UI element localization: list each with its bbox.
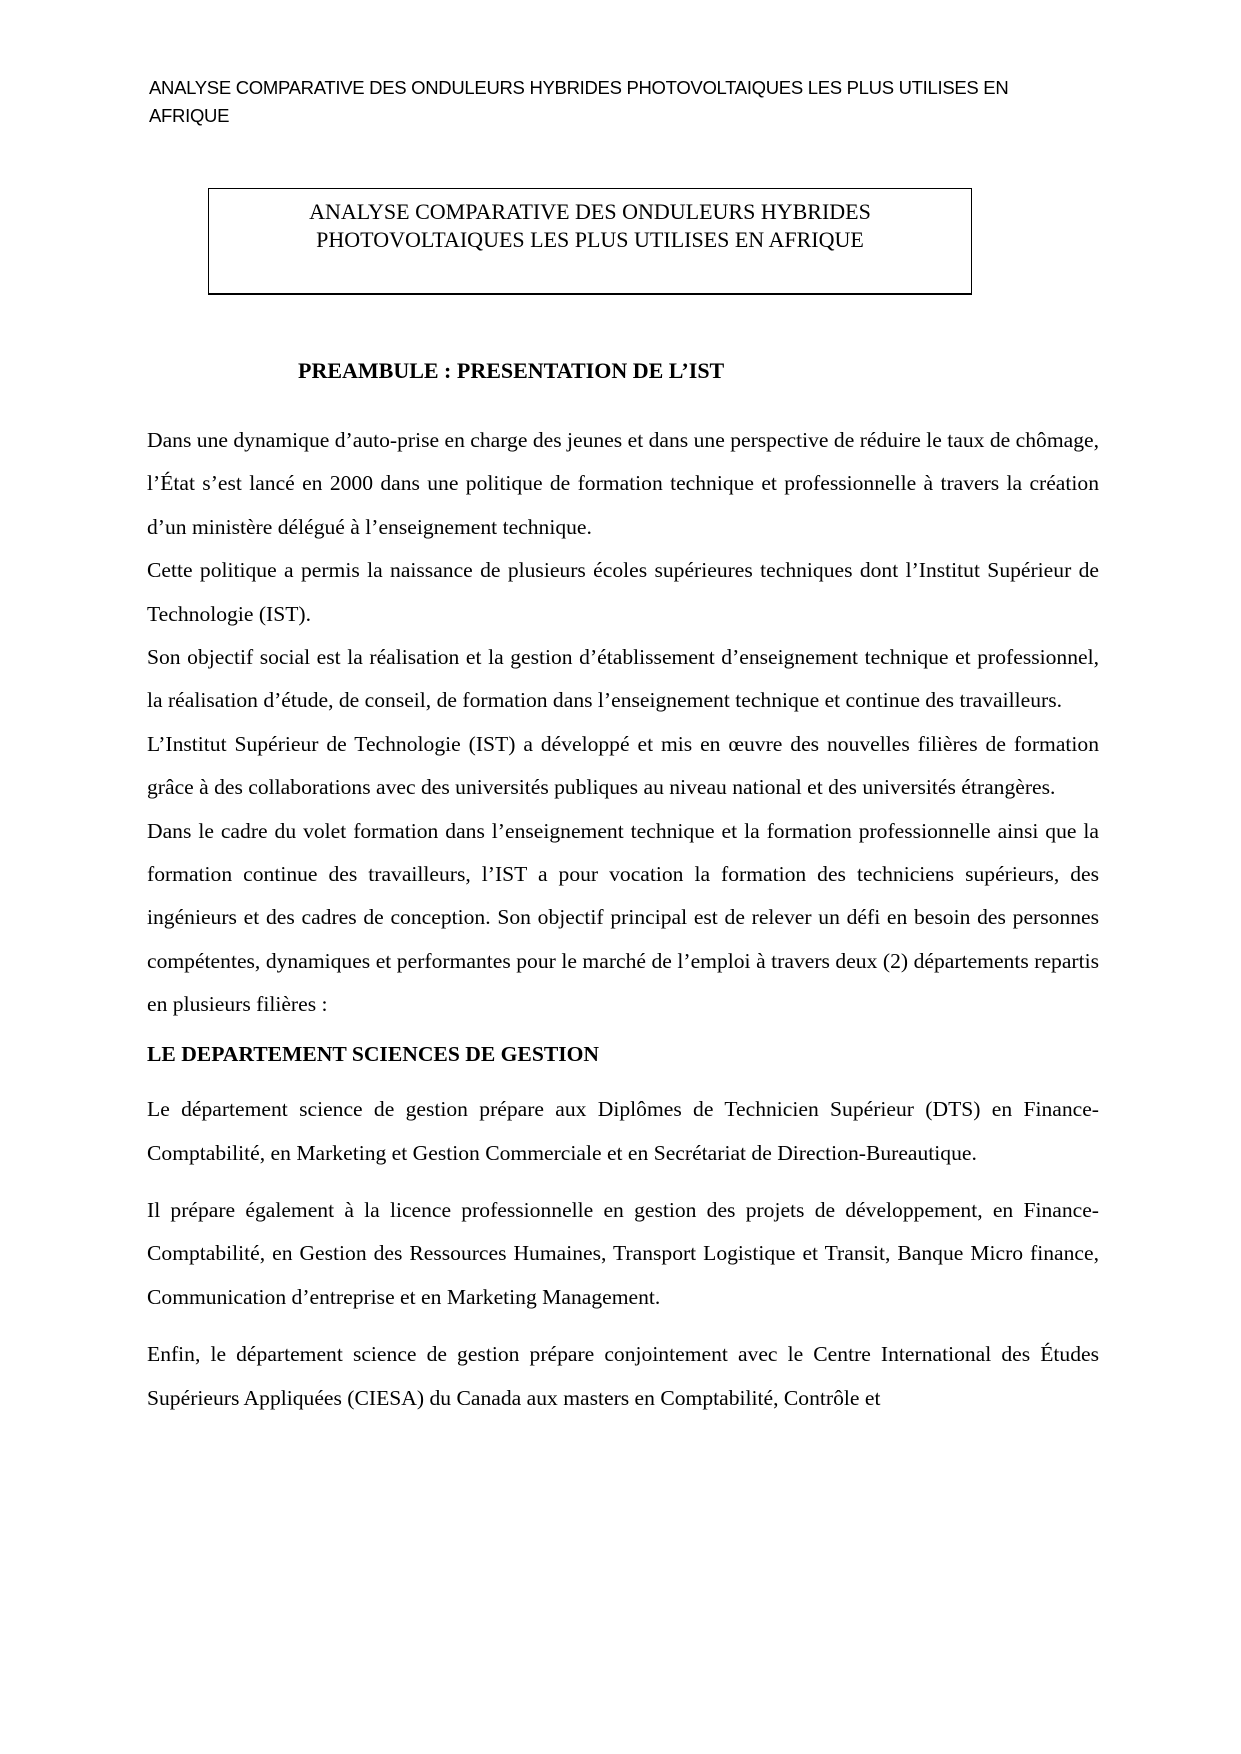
- paragraph: Enfin, le département science de gestion prépare conjointement avec le Centre International des Études Supérieurs Appliquées (CIESA) du Canada aux masters en Comptabilité, Contrôle et: [147, 1342, 1099, 1410]
- preamble-heading: PREAMBULE : PRESENTATION DE L’IST: [298, 358, 725, 383]
- paragraph: Il prépare également à la licence professionnelle en gestion des projets de développement, en Finance-Comptabilité, en Gestion des Ressources Humaines, Transport Logistique et Transit, Banque Micro finance, Communication d’entreprise et en Marketing Management.: [147, 1197, 1099, 1309]
- document-body: [147, 419, 1099, 1420]
- title-line-1: ANALYSE COMPARATIVE DES ONDULEURS HYBRIDES: [309, 199, 871, 224]
- section-heading: LE DEPARTEMENT SCIENCES DE GESTION: [147, 1041, 600, 1066]
- title-box: [208, 188, 972, 295]
- paragraph: L’Institut Supérieur de Technologie (IST) a développé et mis en œuvre des nouvelles filières de formation grâce à des collaborations avec des universités publiques au niveau national et des universités étrangères.: [147, 731, 1099, 800]
- paragraph: Cette politique a permis la naissance de plusieurs écoles supérieures techniques dont l’Institut Supérieur de Technologie (IST).: [147, 558, 1099, 626]
- paragraph: Dans le cadre du volet formation dans l’enseignement technique et la formation professionnelle ainsi que la formation continue des travailleurs, l’IST a pour vocation la formation des techniciens supérieurs, des ingénieurs et des cadres de conception. Son objectif principal est de relever un défi en besoin des personnes compétentes, dynamiques et performantes pour le marché de l’emploi à travers deux (2) départements repartis en plusieurs filières :: [147, 818, 1099, 1017]
- paragraph: Son objectif social est la réalisation et la gestion d’établissement d’enseignement technique et professionnel, la réalisation d’étude, de conseil, de formation dans l’enseignement technique et continue des travailleurs.: [147, 645, 1099, 713]
- paragraph: Le département science de gestion prépare aux Diplômes de Technicien Supérieur (DTS) en Finance-Comptabilité, en Marketing et Gestion Commerciale et en Secrétariat de Direction-Bureautique.: [147, 1097, 1099, 1165]
- paragraph: Dans une dynamique d’auto-prise en charge des jeunes et dans une perspective de réduire le taux de chômage, l’État s’est lancé en 2000 dans une politique de formation technique et professionnelle à travers la création d’un ministère délégué à l’enseignement technique.: [147, 428, 1099, 539]
- running-header: ANALYSE COMPARATIVE DES ONDULEURS HYBRIDES PHOTOVOLTAIQUES LES PLUS UTILISES EN AFRIQUE: [149, 77, 1009, 126]
- title-line-2: PHOTOVOLTAIQUES LES PLUS UTILISES EN AFRIQUE: [316, 227, 864, 252]
